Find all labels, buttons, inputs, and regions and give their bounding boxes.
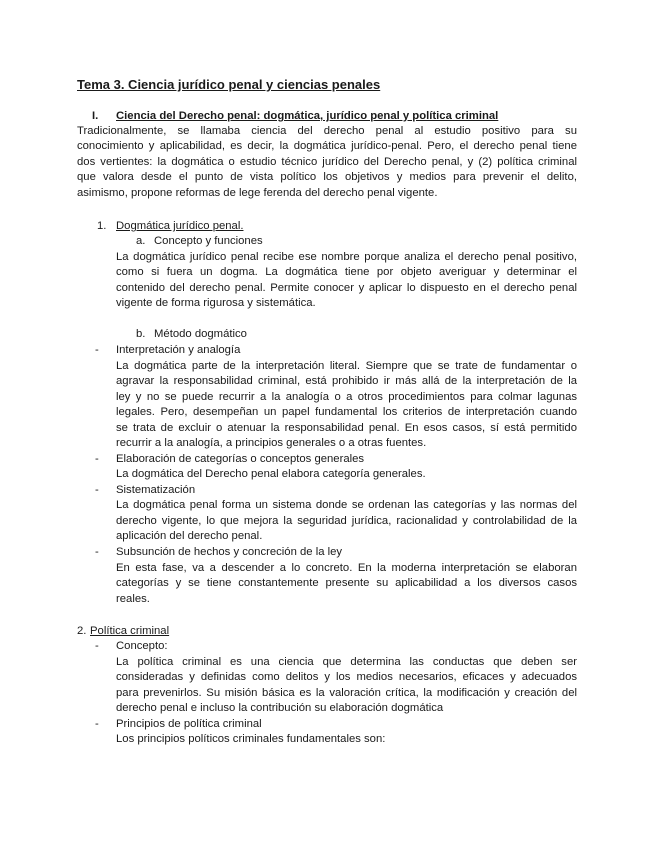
paragraph-line: Tradicionalmente, se llamaba ciencia del derecho penal al estudio positivo para su [77, 125, 577, 137]
paragraph-line: La dogmática penal forma un sistema donde se ordenan las categorías y las normas del [116, 499, 577, 511]
subitem-label: Concepto y funciones [154, 235, 263, 247]
list-letter: b. [136, 328, 146, 340]
paragraph-line: agravar la responsabilidad criminal, está prohibido ir más allá de la interpretación de la [116, 375, 577, 387]
list-number: 1. [97, 220, 107, 232]
paragraph-line: La política criminal es una ciencia que determina las conductas que deben ser [116, 656, 577, 668]
bullet-dash: - [95, 453, 99, 465]
paragraph-line: contenido del derecho penal. Permite conocer y aplicar lo dispuesto en el derecho penal [116, 282, 577, 294]
bullet-dash: - [95, 640, 99, 652]
paragraph-line: ley y no se puede recurrir a la analogía o a otros procedimientos para colmar lagunas [116, 391, 577, 403]
bullet-label: Concepto: [116, 640, 168, 652]
paragraph-line: derecho vigente, lo que mejora la seguridad jurídica, racionalidad y controlabilidad de la [116, 515, 577, 527]
list-number: 2. [77, 625, 87, 637]
subitem-label: Método dogmático [154, 328, 247, 340]
paragraph-line: como si fuera un dogma. La dogmática tiene por objeto averiguar y determinar el [116, 266, 577, 278]
paragraph-line: dos vertientes: la dogmática o estudio técnico jurídico del Derecho penal, y (2) política criminal [77, 156, 577, 168]
paragraph-line: conocimiento y aplicabilidad, es decir, la dogmática jurídico-penal. Pero, el derecho penal tiene [77, 140, 577, 152]
paragraph-line: La dogmática jurídico penal recibe ese nombre porque analiza el derecho penal positivo, [116, 251, 577, 263]
paragraph-line: legales. Pero, desempeñan un papel fundamental los criterios de interpretación cuando [116, 406, 577, 418]
bullet-label: Interpretación y analogía [116, 344, 241, 356]
paragraph-line: aplicación del derecho penal. [116, 530, 263, 542]
subsection-heading: Dogmática jurídico penal. [116, 220, 244, 232]
paragraph-line: se trata de excluir o atenuar la responsabilidad penal. En esos casos, sí está permitido [116, 422, 577, 434]
bullet-label: Elaboración de categorías o conceptos generales [116, 453, 365, 465]
paragraph-line: que valora desde el punto de vista político los objetivos y medios para prevenir el delito, [77, 171, 577, 183]
section-heading: Ciencia del Derecho penal: dogmática, jurídico penal y política criminal [116, 110, 499, 122]
paragraph-line: La dogmática parte de la interpretación literal. Siempre que se trate de fundamentar o [116, 360, 577, 372]
bullet-dash: - [95, 546, 99, 558]
list-letter: a. [136, 235, 146, 247]
paragraph-line: recurrir a la analogía, a principios generales o a otras fuentes. [116, 437, 427, 449]
bullet-dash: - [95, 344, 99, 356]
bullet-label: Subsunción de hechos y concreción de la ley [116, 546, 343, 558]
paragraph-line: En esta fase, va a descender a lo concreto. En la moderna interpretación se elaboran [116, 562, 577, 574]
paragraph-line: para prevenirlos. Su misión básica es la valoración crítica, la modificación y creación del [116, 687, 577, 699]
paragraph-line: Los principios políticos criminales fundamentales son: [116, 733, 386, 745]
bullet-dash: - [95, 718, 99, 730]
paragraph-line: derecho penal e incluso la contribución su elaboración dogmática [116, 702, 444, 714]
bullet-label: Sistematización [116, 484, 196, 496]
document-title: Tema 3. Ciencia jurídico penal y ciencias penales [77, 77, 381, 92]
paragraph-line: La dogmática del Derecho penal elabora categoría generales. [116, 468, 426, 480]
paragraph-line: consideradas y definidas como delitos y los medios necesarios, eficaces y adecuados [116, 671, 577, 683]
section-number: I. [92, 110, 99, 122]
subsection-heading: Política criminal [90, 625, 170, 637]
paragraph-line: reales. [116, 593, 150, 605]
paragraph-line: asimismo, propone reformas de lege ferenda del derecho penal vigente. [77, 187, 438, 199]
paragraph-line: vigente de forma rigurosa y sistemática. [116, 297, 316, 309]
bullet-dash: - [95, 484, 99, 496]
paragraph-line: categorías y se tiene constantemente presente su aplicabilidad a los diversos casos [116, 577, 577, 589]
bullet-label: Principios de política criminal [116, 718, 262, 730]
